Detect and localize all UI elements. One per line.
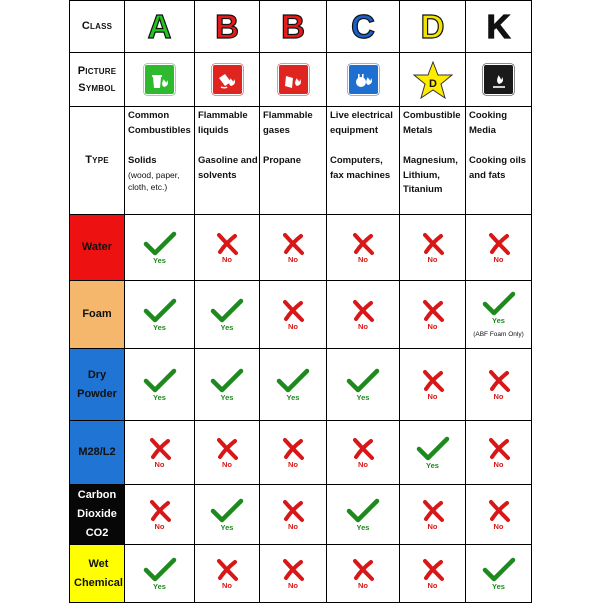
result-cell — [260, 215, 327, 281]
yes-label: Yes — [153, 322, 166, 332]
cross-icon — [420, 299, 446, 323]
type-examples: Magnesium, Lithium, Titanium — [403, 155, 458, 195]
cross-icon — [350, 437, 376, 461]
result-cell — [195, 545, 260, 603]
cross-icon — [147, 437, 173, 461]
cross-icon — [280, 558, 306, 582]
star-d-icon — [400, 61, 465, 99]
yes-mark — [327, 368, 399, 402]
no-label: No — [427, 391, 438, 401]
class-letter: D — [420, 8, 445, 45]
result-cell — [125, 545, 195, 603]
yes-mark — [125, 368, 194, 402]
yes-label: Yes — [153, 581, 166, 591]
agent-name: Water — [81, 241, 113, 253]
no-label: No — [427, 254, 438, 264]
result-cell — [327, 485, 400, 545]
checkmark-icon — [143, 368, 177, 394]
no-label: No — [288, 254, 298, 264]
no-mark — [327, 558, 399, 590]
type-examples: Cooking oils and fats — [469, 155, 526, 181]
result-cell — [195, 485, 260, 545]
checkmark-icon — [346, 368, 380, 394]
symbol-cell — [327, 53, 400, 107]
cross-icon — [350, 232, 376, 256]
class-letter: B — [281, 8, 305, 45]
no-mark — [260, 499, 326, 531]
agent-name-cell — [70, 421, 125, 485]
result-cell — [125, 349, 195, 421]
result-cell — [327, 421, 400, 485]
type-examples: Gasoline and solvents — [198, 155, 258, 181]
result-cell — [195, 349, 260, 421]
cross-icon — [147, 499, 173, 523]
checkmark-icon — [210, 498, 244, 524]
cross-icon — [420, 369, 446, 393]
type-row — [70, 107, 532, 215]
cross-icon — [280, 232, 306, 256]
type-cell — [125, 107, 195, 215]
result-cell — [400, 349, 466, 421]
yes-label: Yes — [356, 392, 370, 402]
result-cell — [327, 215, 400, 281]
agent-name-cell — [70, 281, 125, 349]
no-mark — [125, 437, 194, 469]
no-label: No — [288, 459, 298, 469]
checkmark-icon — [210, 368, 244, 394]
result-cell — [260, 421, 327, 485]
checkmark-icon — [416, 436, 450, 462]
yes-label: Yes — [492, 315, 505, 325]
yes-mark — [466, 557, 531, 591]
no-label: No — [288, 521, 298, 531]
type-examples: Solids — [128, 155, 157, 166]
result-cell — [400, 215, 466, 281]
agent-name: M28/L2 — [78, 446, 116, 458]
no-label: No — [427, 521, 438, 531]
result-cell — [327, 281, 400, 349]
type-cell — [195, 107, 260, 215]
agent-name: Wet Chemical — [74, 557, 123, 589]
checkmark-icon — [143, 298, 177, 324]
result-cell — [260, 349, 327, 421]
agent-name: Foam — [82, 308, 112, 320]
yes-mark — [125, 231, 194, 265]
type-examples: Propane — [263, 155, 302, 166]
type-examples-note: (wood, paper, cloth, etc.) — [128, 169, 180, 192]
no-mark — [400, 499, 465, 531]
result-cell — [466, 421, 532, 485]
symbol-label: Symbol — [78, 81, 116, 94]
checkmark-icon — [482, 291, 516, 317]
checkmark-icon — [482, 557, 516, 583]
gas-can-fire-icon — [279, 65, 308, 94]
cross-icon — [280, 437, 306, 461]
picture-label: Picture — [77, 64, 117, 77]
agent-name: Dry Powder — [77, 368, 117, 400]
yes-mark — [327, 498, 399, 532]
yes-label: Yes — [286, 392, 300, 402]
result-cell — [195, 281, 260, 349]
svg-text:D: D — [428, 77, 437, 90]
agent-name-cell — [70, 485, 125, 545]
cross-icon — [486, 499, 512, 523]
yes-mark — [195, 498, 259, 532]
no-label: No — [493, 254, 504, 264]
cross-icon — [214, 437, 240, 461]
no-mark — [327, 299, 399, 331]
checkmark-icon — [346, 498, 380, 524]
class-letter: A — [147, 8, 172, 45]
yes-label: Yes — [356, 522, 370, 532]
result-cell — [466, 215, 532, 281]
type-cell — [466, 107, 532, 215]
electrical-plug-fire-icon — [349, 65, 378, 94]
class-row — [70, 1, 532, 53]
class-letter: B — [215, 8, 239, 45]
yes-label: Yes — [220, 392, 234, 402]
no-label: No — [493, 459, 504, 469]
symbol-cell — [125, 53, 195, 107]
result-cell — [466, 281, 532, 349]
fuel-can-fire-icon — [213, 65, 242, 94]
result-cell — [260, 485, 327, 545]
cross-icon — [280, 299, 306, 323]
no-mark — [400, 299, 465, 331]
yes-mark — [466, 291, 531, 339]
yes-mark — [195, 368, 259, 402]
yes-mark — [125, 557, 194, 591]
type-name: Common Combustibles — [128, 110, 191, 136]
result-cell — [466, 485, 532, 545]
type-name: Cooking Media — [469, 110, 507, 136]
fire-extinguisher-chart — [69, 0, 532, 603]
yes-label: Yes — [492, 581, 505, 591]
yes-label: Yes — [426, 460, 439, 470]
no-label: No — [222, 254, 232, 264]
result-cell — [125, 281, 195, 349]
cross-icon — [350, 299, 376, 323]
agent-row — [70, 421, 532, 485]
symbol-cell — [260, 53, 327, 107]
cross-icon — [280, 499, 306, 523]
result-cell — [195, 215, 260, 281]
type-name: Live electrical equipment — [330, 110, 393, 136]
no-mark — [260, 558, 326, 590]
result-cell — [466, 349, 532, 421]
no-label: No — [154, 521, 165, 531]
result-cell — [400, 421, 466, 485]
cross-icon — [350, 558, 376, 582]
cross-icon — [420, 558, 446, 582]
type-cell — [327, 107, 400, 215]
result-cell — [260, 545, 327, 603]
type-cell — [260, 107, 327, 215]
agent-row — [70, 215, 532, 281]
class-letter: K — [486, 8, 511, 45]
symbol-cell — [195, 53, 260, 107]
no-mark — [260, 232, 326, 264]
no-mark — [400, 369, 465, 401]
class-cell — [466, 1, 532, 53]
no-mark — [327, 437, 399, 469]
no-label: No — [358, 459, 368, 469]
no-mark — [466, 499, 531, 531]
agent-name-cell — [70, 545, 125, 603]
class-letter: C — [351, 8, 375, 45]
class-cell — [125, 1, 195, 53]
agent-row — [70, 545, 532, 603]
yes-mark — [400, 436, 465, 470]
agent-name-cell — [70, 349, 125, 421]
trash-can-fire-icon — [145, 65, 174, 94]
no-mark — [466, 369, 531, 401]
symbol-cell — [466, 53, 532, 107]
result-cell — [327, 349, 400, 421]
class-cell — [400, 1, 466, 53]
yes-label: Yes — [153, 392, 166, 402]
yes-label: Yes — [220, 322, 234, 332]
result-cell — [466, 545, 532, 603]
checkmark-icon — [210, 298, 244, 324]
no-label: No — [493, 391, 504, 401]
result-cell — [400, 281, 466, 349]
no-label: No — [358, 321, 368, 331]
agent-row — [70, 485, 532, 545]
type-header: Type — [70, 107, 125, 215]
checkmark-icon — [276, 368, 310, 394]
result-cell — [260, 281, 327, 349]
yes-mark — [125, 298, 194, 332]
agent-row — [70, 281, 532, 349]
yes-mark — [195, 298, 259, 332]
cross-icon — [486, 369, 512, 393]
foam-note: (ABF Foam Only) — [473, 330, 524, 338]
no-label: No — [154, 459, 165, 469]
result-cell — [125, 485, 195, 545]
agent-name: Carbon Dioxide CO2 — [77, 489, 117, 539]
cross-icon — [486, 437, 512, 461]
no-label: No — [358, 580, 368, 590]
cross-icon — [214, 232, 240, 256]
no-label: No — [358, 254, 368, 264]
no-label: No — [222, 580, 232, 590]
class-header: Class — [70, 1, 125, 53]
no-label: No — [288, 580, 298, 590]
symbol-row — [70, 53, 532, 107]
no-mark — [400, 558, 465, 590]
agent-row — [70, 349, 532, 421]
no-mark — [260, 299, 326, 331]
result-cell — [400, 485, 466, 545]
no-mark — [327, 232, 399, 264]
no-mark — [260, 437, 326, 469]
result-cell — [125, 421, 195, 485]
symbol-cell — [400, 53, 466, 107]
agent-name-cell — [70, 215, 125, 281]
type-cell — [400, 107, 466, 215]
cooking-fire-icon — [484, 65, 513, 94]
yes-label: Yes — [220, 522, 234, 532]
type-examples: Computers, fax machines — [330, 155, 391, 181]
checkmark-icon — [143, 557, 177, 583]
yes-mark — [260, 368, 326, 402]
cross-icon — [214, 558, 240, 582]
no-mark — [195, 437, 259, 469]
yes-label: Yes — [153, 255, 166, 265]
cross-icon — [420, 499, 446, 523]
result-cell — [327, 545, 400, 603]
no-mark — [195, 232, 259, 264]
no-mark — [466, 232, 531, 264]
class-cell — [195, 1, 260, 53]
no-label: No — [493, 521, 504, 531]
class-cell — [327, 1, 400, 53]
picture-symbol-header — [70, 53, 125, 107]
no-label: No — [222, 459, 232, 469]
type-name: Flammable liquids — [198, 110, 248, 136]
type-name: Combustible Metals — [403, 110, 461, 136]
class-cell — [260, 1, 327, 53]
no-mark — [466, 437, 531, 469]
no-mark — [195, 558, 259, 590]
no-label: No — [427, 580, 438, 590]
result-cell — [400, 545, 466, 603]
cross-icon — [486, 232, 512, 256]
cross-icon — [420, 232, 446, 256]
no-mark — [400, 232, 465, 264]
result-cell — [195, 421, 260, 485]
no-label: No — [427, 321, 438, 331]
type-name: Flammable gases — [263, 110, 313, 136]
checkmark-icon — [143, 231, 177, 257]
no-mark — [125, 499, 194, 531]
no-label: No — [288, 321, 298, 331]
result-cell — [125, 215, 195, 281]
